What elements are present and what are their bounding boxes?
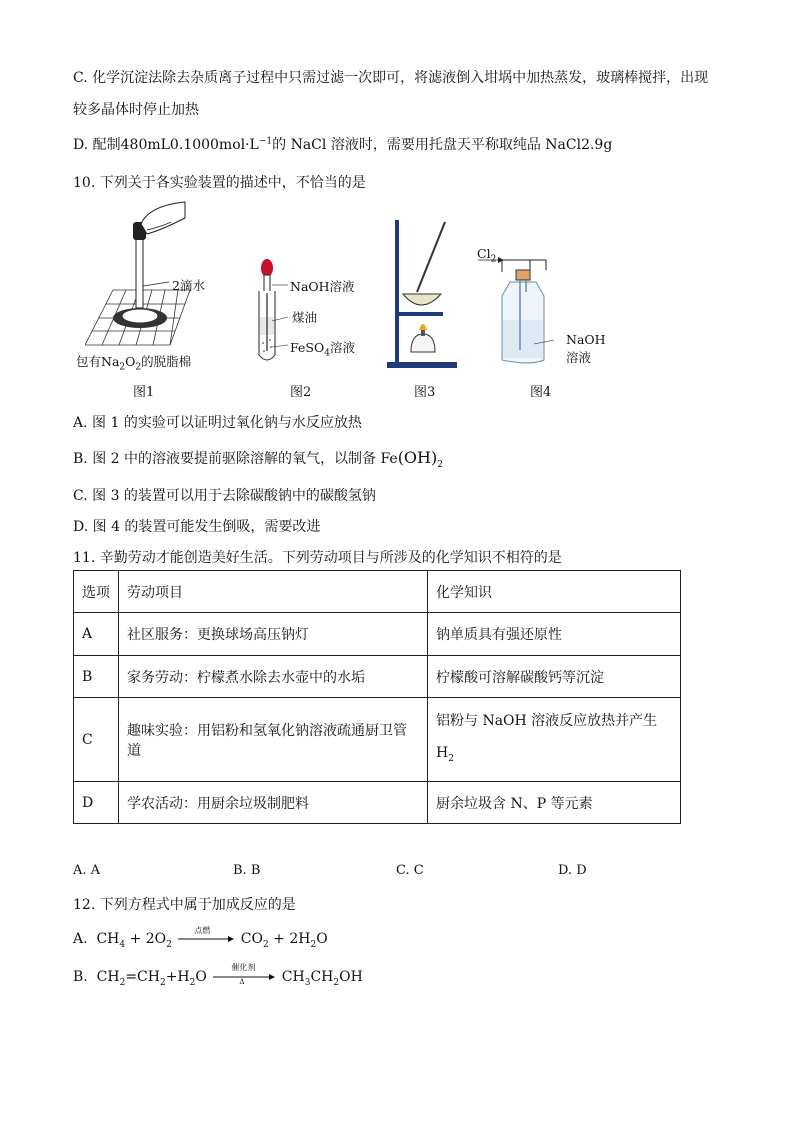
iron-stand-base: [387, 362, 457, 368]
iron-ring: [397, 312, 443, 316]
fig3-caption: 图3: [414, 385, 436, 400]
q10-option-b: B. 图 2 中的溶液要提前驱除溶解的氧气，以制备 $Fe(OH)_2$: [73, 448, 443, 470]
q9-option-c: C. 化学沉淀法除去杂质离子过程中只需过滤一次即可，将滤液倒入坩埚中加热蒸发，玻璃棒搅拌，出现: [73, 70, 709, 86]
header-option: 选项: [74, 571, 119, 613]
fig4-caption: 图4: [530, 385, 552, 400]
q11-stem: 11. 辛勤劳动才能创造美好生活。下列劳动项目与所涉及的化学知识不相符的是: [73, 550, 562, 566]
dropper-tube: [136, 236, 143, 308]
fig2-label-kerosene: 煤油: [292, 310, 318, 325]
fig1-label-water: 2滴水: [172, 278, 205, 293]
evaporating-dish: [403, 294, 441, 305]
fig2-caption: 图2: [290, 385, 312, 400]
hand: [141, 202, 185, 234]
table-row: C 趣味实验：用铝粉和氢氧化钠溶液疏通厨卫管道 铝粉与 NaOH 溶液反应放热并产生 $H_2$: [74, 698, 681, 782]
fig3-drawing: [383, 212, 463, 372]
q11-table: [73, 570, 681, 824]
dropper-bulb-red: [261, 259, 273, 277]
alcohol-lamp: [411, 334, 435, 352]
q11-choice-c: C. C: [396, 863, 424, 878]
q10-stem: 10. 下列关于各实验装置的描述中，不恰当的是: [73, 175, 366, 191]
header-task: 劳动项目: [119, 571, 428, 613]
fig4-label-naoh: NaOH: [566, 332, 606, 347]
header-knowledge: 化学知识: [428, 571, 681, 613]
fig2-label-feso4: FeSO$_4$溶液: [290, 340, 355, 359]
table-row: D 学农活动：用厨余垃圾制肥料 厨余垃圾含 N、P 等元素: [74, 782, 681, 824]
table-header-row: [74, 571, 681, 613]
table-row: B 家务劳动：柠檬煮水除去水壶中的水垢 柠檬酸可溶解碳酸钙等沉淀: [74, 656, 681, 698]
flame: [419, 324, 427, 330]
q10-option-a: A. 图 1 的实验可以证明过氧化钠与水反应放热: [73, 415, 362, 431]
glass-rod: [417, 222, 445, 292]
table-row: A 社区服务：更换球场高压钠灯 钠单质具有强还原性: [74, 613, 681, 656]
reaction-arrow-catalyst: 催化剂 Δ: [211, 970, 277, 984]
q11-choice-d: D. D: [558, 863, 587, 878]
q12-option-a: A. $CH_4 + 2O_2$ 点燃 $CO_2 + 2H_2O$: [73, 926, 328, 950]
fig2-drawing: [252, 255, 292, 370]
cotton-ball: [122, 309, 158, 323]
fig4-label-solution: 溶液: [566, 350, 592, 365]
q12-stem: 12. 下列方程式中属于加成反应的是: [73, 897, 296, 913]
stopper: [516, 270, 530, 280]
q10-option-c: C. 图 3 的装置可以用于去除碳酸钠中的碳酸氢钠: [73, 488, 376, 504]
reaction-arrow: 点燃: [176, 932, 236, 946]
fig4-label-cl2: $Cl_2$: [477, 246, 497, 265]
fig1-label-cotton: 包有$Na_2O_2$的脱脂棉: [76, 354, 192, 373]
pointer-water: [143, 282, 169, 286]
q9-option-c-continued: 较多晶体时停止加热: [73, 102, 199, 118]
q11-choice-b: B. B: [233, 863, 261, 878]
fig2-label-naoh: NaOH溶液: [290, 279, 355, 294]
q12-option-b: B. $CH_2=CH_2+H_2O$ 催化剂 Δ $CH_3CH_2OH$: [73, 963, 363, 988]
q11-choice-a: A. A: [73, 863, 101, 878]
q9-option-d: D. 配制$480mL0.1000mol\cdot L^{-1}$的 NaCl 溶液时，需要用托盘天平称取纯品 NaCl2.9g: [73, 136, 613, 153]
fig1-caption: 图1: [133, 385, 155, 400]
iron-stand-rod: [395, 220, 399, 368]
q10-option-d: D. 图 4 的装置可能发生倒吸，需要改进: [73, 519, 321, 535]
